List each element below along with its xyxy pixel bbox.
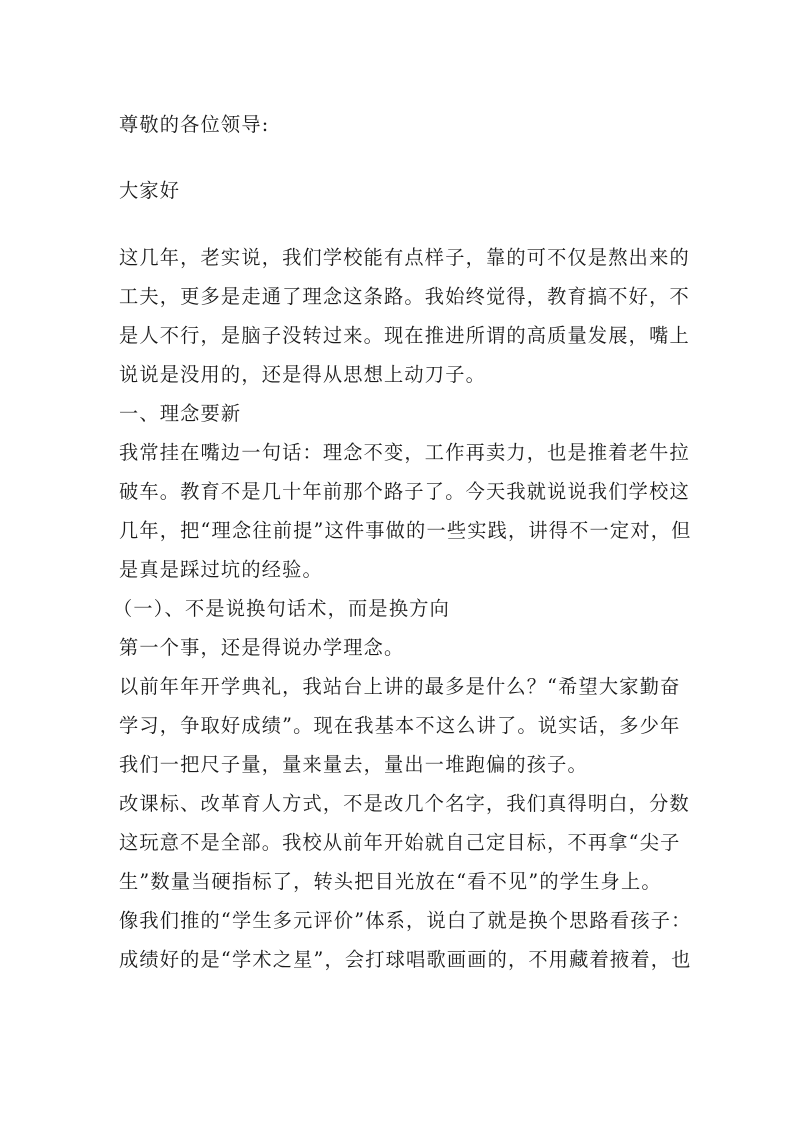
section-paragraph xyxy=(119,433,692,589)
section-heading: 一、理念要新 xyxy=(119,402,242,425)
paragraph-line: 第一个事，还是得说办学理念。 xyxy=(119,636,405,659)
paragraph-line: 以前年年开学典礼，我站台上讲的最多是什么？“希望大家勤奋 xyxy=(119,675,681,698)
paragraph-line: 我们一把尺子量，量来量去，量出一堆跑偏的孩子。 xyxy=(119,753,588,776)
greeting: 大家好 xyxy=(119,179,181,202)
subsection-heading: （一）、不是说换句话术，而是换方向 xyxy=(113,597,450,620)
paragraph-line: 我常挂在嘴边一句话：理念不变，工作再卖力，也是推着老牛拉 xyxy=(119,441,690,464)
paragraph-line: 几年，把“理念往前提”这件事做的一些实践，讲得不一定对，但 xyxy=(119,519,692,542)
intro-paragraph xyxy=(119,238,690,394)
paragraph-line: 改课标、改革育人方式，不是改几个名字，我们真得明白，分数 xyxy=(119,792,690,815)
paragraph-line: 这玩意不是全部。我校从前年开始就自己定目标，不再拿“尖子 xyxy=(119,831,681,854)
paragraph-line: 像我们推的“学生多元评价”体系，说白了就是换个思路看孩子： xyxy=(119,909,692,932)
paragraph-line: 生”数量当硬指标了，转头把目光放在“看不见”的学生身上。 xyxy=(119,870,662,893)
paragraph-line: 破车。教育不是几十年前那个路子了。今天我就说说我们学校这 xyxy=(119,480,690,503)
document-page xyxy=(113,105,692,979)
intro-line: 工夫，更多是走通了理念这条路。我始终觉得，教育搞不好，不 xyxy=(119,285,690,308)
paragraph-line: 学习，争取好成绩”。现在我基本不这么讲了。说实话，多少年 xyxy=(119,714,681,737)
intro-line: 这几年，老实说，我们学校能有点样子，靠的可不仅是熬出来的 xyxy=(119,246,690,269)
paragraph-line: 成绩好的是“学术之星”，会打球唱歌画画的，不用藏着掖着，也 xyxy=(119,948,692,971)
intro-line: 说说是没用的，还是得从思想上动刀子。 xyxy=(119,363,486,386)
salutation: 尊敬的各位领导: xyxy=(119,113,270,136)
subsection-body xyxy=(119,628,692,979)
intro-line: 是人不行，是脑子没转过来。现在推进所谓的高质量发展，嘴上 xyxy=(119,324,690,347)
paragraph-line: 是真是踩过坑的经验。 xyxy=(119,558,323,581)
